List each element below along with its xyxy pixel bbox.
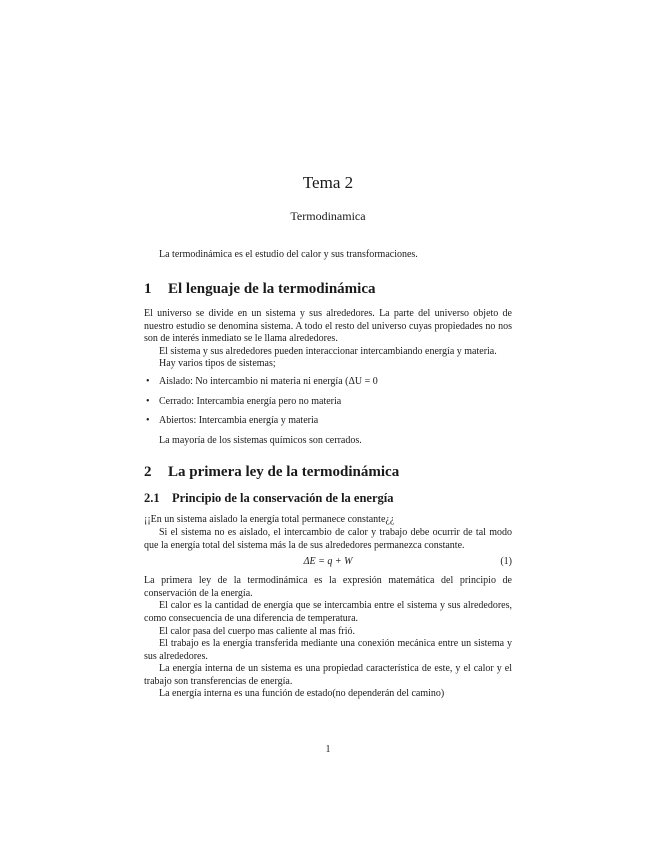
paragraph: La energía interna de un sistema es una propiedad característica de este, y el calor y el trabajo son transferencias de energía. (144, 663, 512, 687)
section-2-heading (144, 463, 512, 481)
paragraph: La primera ley de la termodinámica es la expresión matemática del principio de conservación de la energía. (144, 575, 512, 599)
section-2-number: 2 (144, 464, 152, 481)
equation-number: (1) (500, 556, 512, 568)
bullet-icon: • (146, 375, 150, 387)
paragraph: Hay varios tipos de sistemas; (159, 358, 276, 370)
list-item-text: Aislado: No intercambio ni materia ni energía (ΔU = 0 (159, 375, 378, 387)
equation-block (144, 553, 512, 575)
section-1-number: 1 (144, 281, 152, 297)
bullet-icon: • (146, 415, 150, 427)
equation: ΔE = q + W (303, 556, 353, 568)
paragraph: La energía interna es una función de estado(no dependerán del camino) (159, 688, 445, 700)
list-item (144, 396, 512, 409)
document-title: Tema 2 (302, 173, 354, 192)
paragraph: El calor es la cantidad de energía que se intercambia entre el sistema y sus alrededores, como consecuencia de una diferencia de temperatura. (144, 600, 512, 624)
section-1-title: El lenguaje de la termodinámica (168, 281, 376, 297)
paragraph: Si el sistema no es aislado, el intercambio de calor y trabajo debe ocurrir de tal modo que la energía total del sistema más la de sus alrededores permanezca constante. (144, 526, 512, 551)
paragraph: ¡¡En un sistema aislado la energía total permanece constante¿¿ (144, 514, 395, 526)
abstract-text: La termodinámica es el estudio del calor y sus transformaciones. (159, 249, 418, 260)
system-types-list (144, 376, 512, 428)
document-page (144, 0, 512, 848)
paragraph: El trabajo es la energía transferida mediante una conexión mecánica entre un sistema y sus alrededores. (144, 638, 512, 662)
section-2-title: La primera ley de la termodinámica (168, 464, 400, 481)
paragraph: El calor pasa del cuerpo mas caliente al mas frió. (159, 625, 356, 637)
paragraph: El sistema y sus alrededores pueden interaccionar intercambiando energía y materia. (159, 345, 497, 357)
list-item (144, 415, 512, 428)
subsection-2-1-number: 2.1 (144, 491, 160, 506)
document-body (144, 280, 512, 701)
subsection-2-1-title: Principio de la conservación de la energía (172, 491, 394, 506)
list-item (144, 376, 512, 389)
paragraph: El universo se divide en un sistema y sus alrededores. La parte del universo objeto de nuestro estudio se denomina sistema. A todo el resto del universo cuyas propiedades no nos son de interés inmediato se le llama alrededores. (144, 308, 512, 345)
paragraph: La mayoría de los sistemas químicos son cerrados. (159, 434, 362, 446)
bullet-icon: • (146, 395, 150, 407)
document-subtitle: Termodinamica (290, 209, 366, 223)
section-1-heading (144, 280, 512, 298)
list-item-text: Cerrado: Intercambia energía pero no materia (159, 395, 342, 407)
subsection-2-1-heading (144, 491, 512, 506)
list-item-text: Abiertos: Intercambia energía y materia (159, 415, 319, 427)
page-number: 1 (325, 744, 331, 755)
